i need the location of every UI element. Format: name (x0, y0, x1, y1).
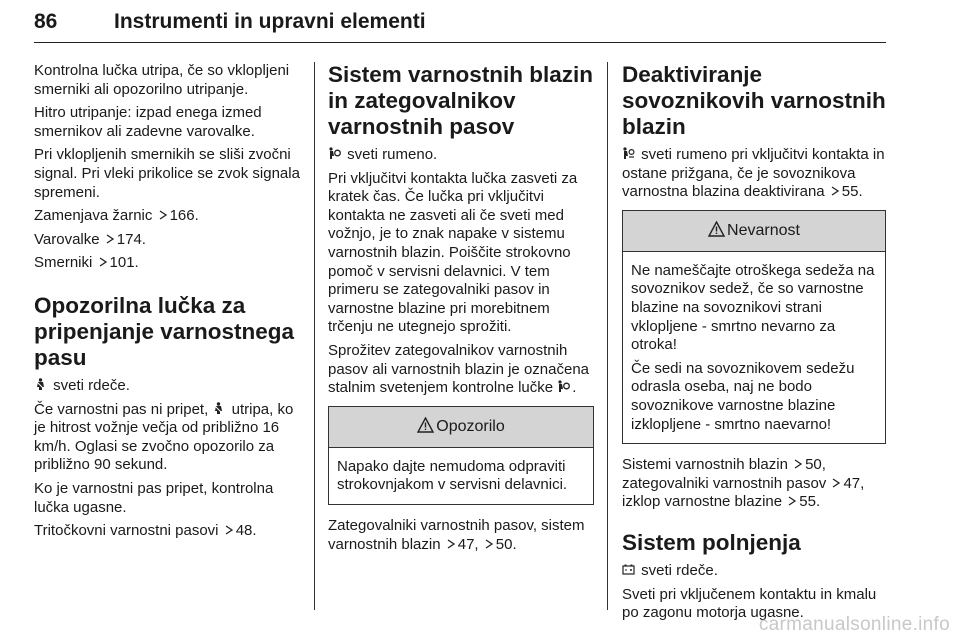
page-ref-arrow-icon (793, 456, 803, 466)
section-heading: Deaktiviranje sovoznikovih varnostnih blazin (622, 62, 886, 139)
section-heading: Opozorilna lučka za pripenjanje varnostnega pasu (34, 292, 295, 370)
warning-box-body (329, 448, 593, 504)
seatbelt-warning-icon (34, 378, 47, 391)
paragraph: sveti rdeče. (622, 562, 886, 581)
page-ref-link[interactable]: 166. (169, 207, 199, 225)
page-ref-link[interactable]: 55. (799, 493, 821, 511)
reference-line: Smerniki 101. (34, 254, 139, 272)
battery-charge-icon (622, 563, 635, 576)
paragraph: sveti rumeno. (328, 146, 594, 165)
page-ref-link[interactable]: 55. (841, 183, 863, 201)
page-ref-link[interactable]: 48. (235, 522, 257, 540)
paragraph: Pri vklopljenih smernikih se sliši zvočni signal. Pri vleki prikolice se zvok signala spremeni. (34, 146, 300, 201)
paragraph: sveti rumeno pri vključitvi kontakta in ostane prižgana, če je sovoznikova varnostna blazina deaktivirana 55. (622, 146, 885, 201)
airbag-warning-icon (557, 380, 570, 393)
warning-box (328, 406, 594, 505)
paragraph: Če sedi na sovoznikovem sedežu odrasla oseba, naj ne bodo sovoznikove varnostne blazine izklopljene - smrtno naevarno! (631, 359, 855, 433)
page-ref-link[interactable]: 47, (457, 535, 479, 553)
page-header (34, 8, 886, 43)
watermark: carmanualsonline.info (758, 614, 950, 635)
reference-line: Sistemi varnostnih blazin 50, zategovalniki varnostnih pasov 47, izklop varnostne blazine 55. (622, 456, 865, 511)
warning-triangle-icon (417, 409, 434, 449)
warning-triangle-icon (708, 213, 725, 253)
page-ref-arrow-icon (831, 475, 841, 485)
paragraph: Sprožitev zategovalnikov varnostnih pasov ali varnostnih blazin je označena stalnim svetenjem kontrolne lučke . (328, 341, 589, 397)
reference-line: Zamenjava žarnic 166. (34, 207, 199, 225)
page-ref-arrow-icon (787, 493, 797, 503)
airbag-warning-icon (328, 147, 341, 160)
column-1 (34, 62, 302, 546)
column-2 (328, 62, 594, 559)
column-divider (314, 62, 315, 610)
danger-box (622, 210, 886, 444)
seatbelt-warning-icon (212, 402, 225, 415)
danger-box-body (623, 252, 885, 443)
page-ref-arrow-icon (158, 207, 168, 217)
page-ref-arrow-icon (98, 254, 108, 264)
paragraph: Sveti pri vključenem kontaktu in kmalu po zagonu motorja ugasne. (622, 585, 877, 622)
page-ref-link[interactable]: 174. (116, 230, 146, 248)
page-ref-arrow-icon (830, 183, 840, 193)
paragraph: Pri vključitvi kontakta lučka zasveti za kratek čas. Če lučka pri vključitvi kontakta ne zasveti ali če sveti med vožnjo, je to znak napake v sistemu varnostnih blazin. Poiščite strokovno pomoč v servisni delavnici. V tem primeru se zategovalniki pasov in varnostne blazine pri morebitnem trčenju ne utegnejo sprožiti. (328, 169, 578, 336)
paragraph: Ne nameščajte otroškega sedeža na sovoznikov sedež, če so varnostne blazine na sovoznikovi strani vklopljene - smrtno nevarno za otroka! (631, 261, 875, 354)
chapter-title: Instrumenti in upravni elementi (114, 10, 426, 33)
section-heading: Sistem polnjenja (622, 529, 801, 555)
page-ref-arrow-icon (224, 522, 234, 532)
paragraph: Ko je varnostni pas pripet, kontrolna lučka ugasne. (34, 479, 274, 516)
column-divider (607, 62, 608, 610)
paragraph: Če varnostni pas ni pripet, utripa, ko je hitrost vožnje večja od približno 16 km/h. Oglasi se zvočno opozorilo za približno 90 sekund. (34, 400, 294, 474)
page-ref-arrow-icon (105, 231, 115, 241)
page-ref-arrow-icon (446, 536, 456, 546)
reference-line: Varovalke 174. (34, 230, 146, 248)
paragraph: Hitro utripanje: izpad enega izmed smernikov ali zadevne varovalke. (34, 104, 262, 140)
reference-line: Tritočkovni varnostni pasovi 48. (34, 522, 257, 540)
column-3 (622, 62, 886, 628)
danger-box-header: Nevarnost (623, 211, 885, 252)
paragraph: sveti rdeče. (34, 377, 302, 396)
page-ref-link[interactable]: 101. (109, 254, 139, 272)
reference-line: Zategovalniki varnostnih pasov, sistem varnostnih blazin 47, 50. (328, 516, 585, 553)
warning-box-header: Opozorilo (329, 407, 593, 448)
page-ref-link[interactable]: 50, (805, 456, 826, 474)
section-heading: Sistem varnostnih blazin in zategovalnikov varnostnih pasov (328, 62, 594, 139)
paragraph: Napako dajte nemudoma odpraviti strokovnjakom v servisni delavnici. (337, 457, 568, 494)
page-ref-arrow-icon (484, 536, 494, 546)
page-ref-link[interactable]: 50. (495, 535, 517, 553)
paragraph: Kontrolna lučka utripa, če so vklopljeni smerniki ali opozorilno utripanje. (34, 62, 290, 98)
page-number: 86 (34, 10, 58, 33)
passenger-airbag-off-icon (622, 147, 635, 160)
page-ref-link[interactable]: 47, (843, 474, 865, 492)
